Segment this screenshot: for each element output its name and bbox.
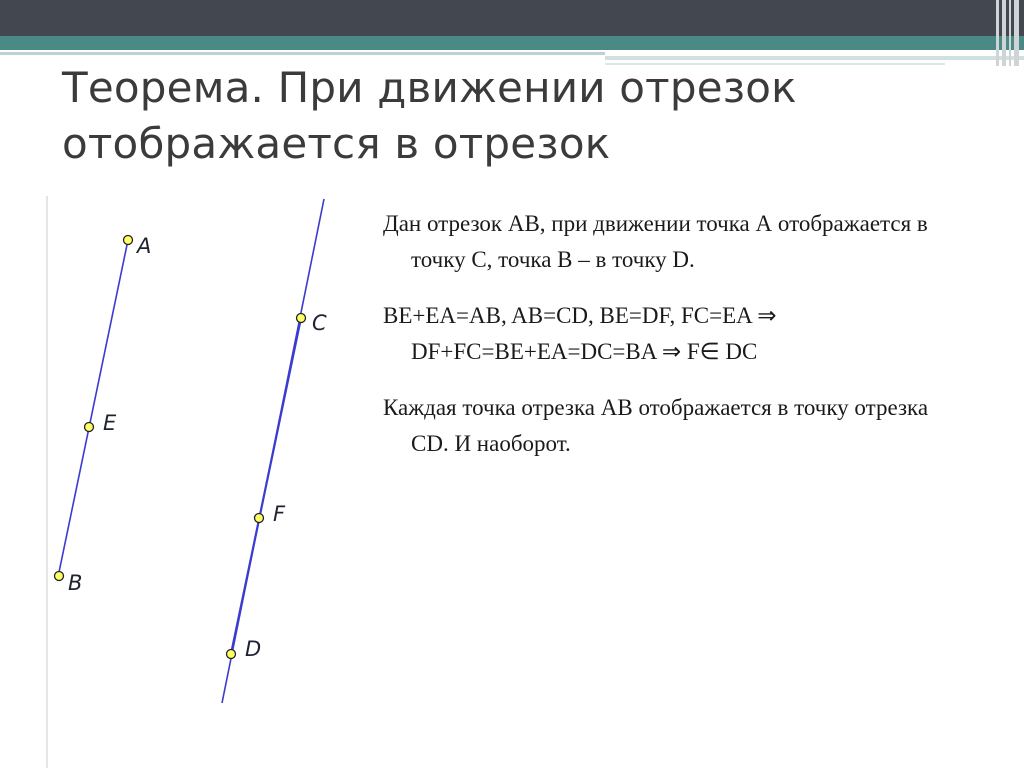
paragraph-given: Дан отрезок АВ, при движении точка А отображается в точку С, точка В – в точку D.	[383, 211, 928, 272]
point-b-label: B	[68, 571, 83, 595]
point-c-label: C	[312, 311, 327, 335]
paragraph-proof: BE+EA=AB, AB=CD, BE=DF, FC=EA ⇒ DF+FC=BE+EA=DC=BA ⇒ F∈ DC	[383, 303, 777, 364]
slide-title: Теорема. При движении отрезок отображается в отрезок	[62, 63, 797, 168]
point-c	[297, 311, 328, 335]
paragraph-conclusion: Каждая точка отрезка АВ отображается в точку отрезка CD. И наоборот.	[383, 395, 929, 456]
point-d-label: D	[245, 637, 262, 661]
point-f	[255, 502, 287, 526]
point-b	[55, 571, 83, 595]
point-d	[227, 637, 262, 661]
point-e-label: E	[103, 411, 117, 435]
segment-ab-line	[58, 240, 128, 577]
point-f-label: F	[273, 502, 286, 526]
segment-cd-line	[231, 318, 301, 654]
point-a-label: A	[137, 234, 152, 258]
proof-text	[383, 206, 943, 482]
point-e	[85, 411, 118, 435]
point-a	[124, 234, 152, 258]
